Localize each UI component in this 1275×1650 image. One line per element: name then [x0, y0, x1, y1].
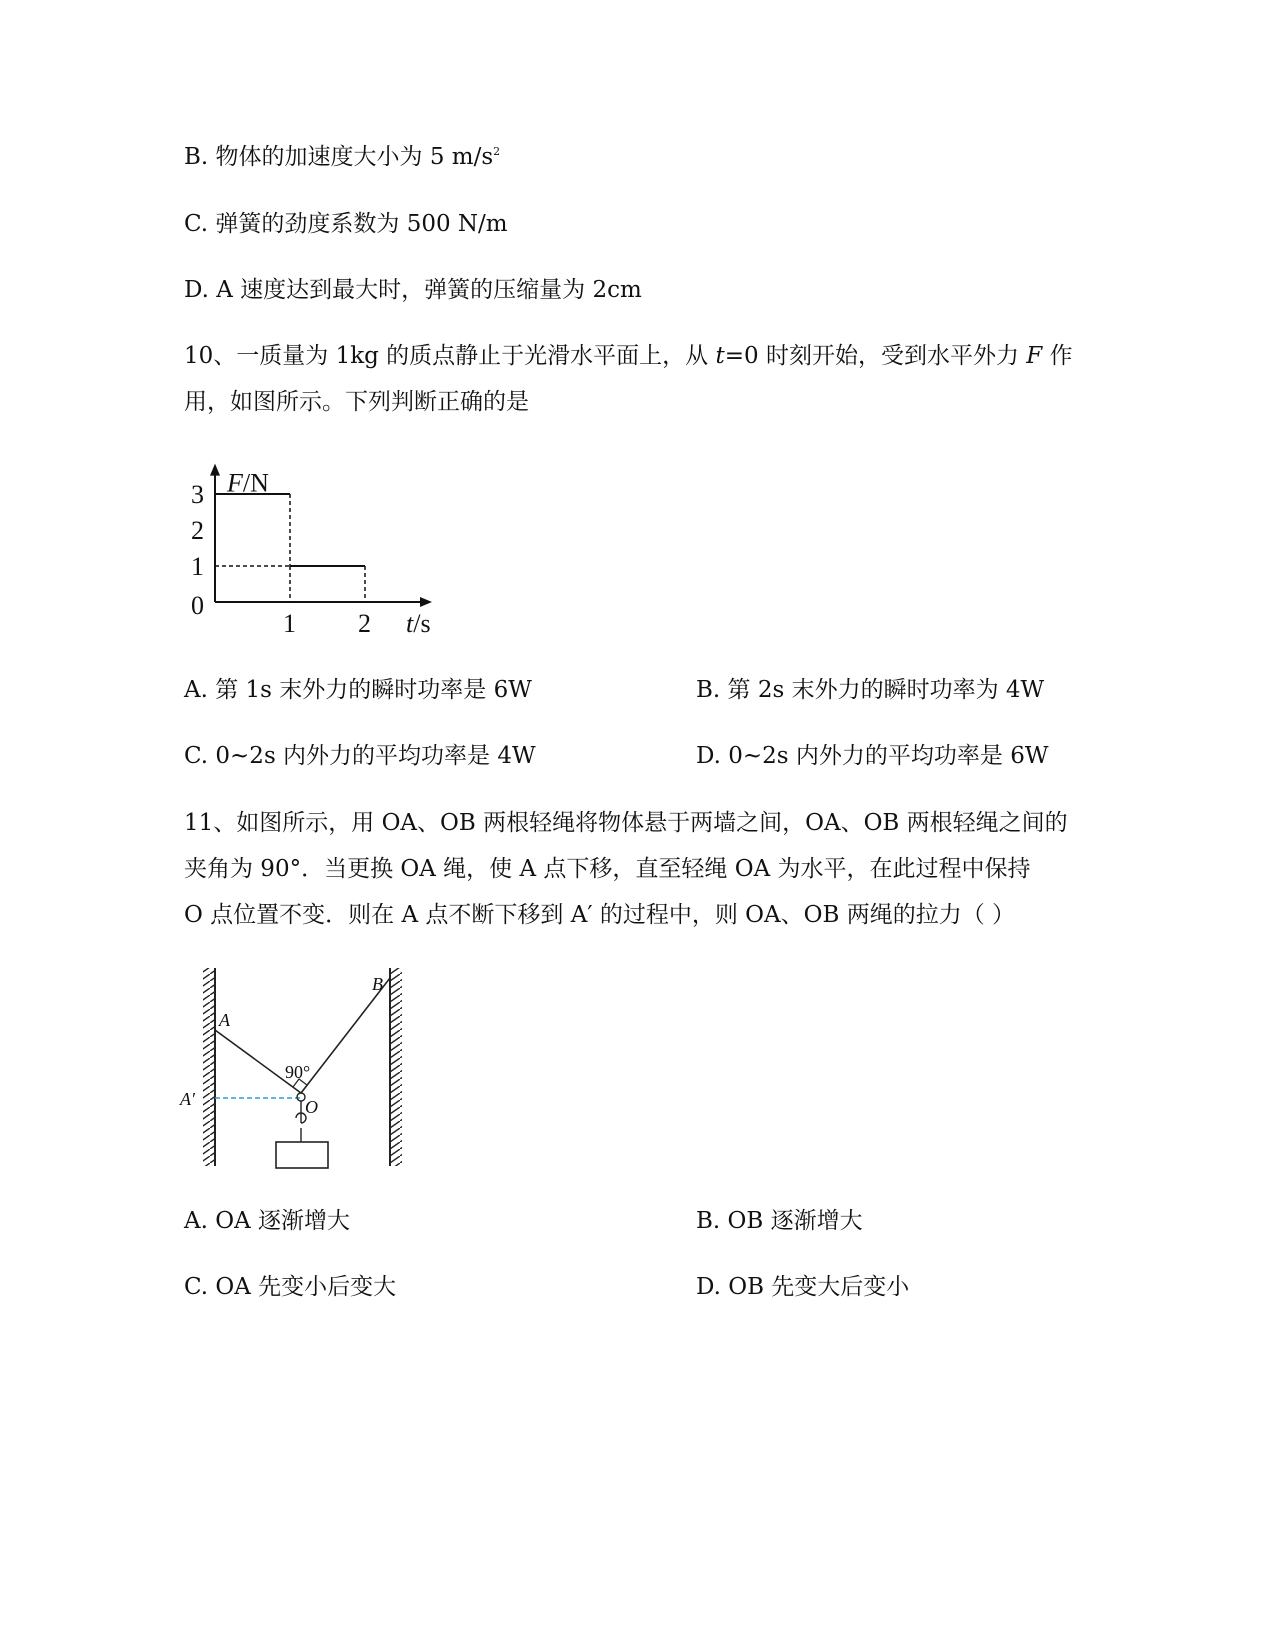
y-tick-label: 1	[191, 552, 204, 581]
q11-option-a: A. OA 逐渐增大	[184, 1208, 351, 1234]
q10-option-d: D. 0~2s 内外力的平均功率是 6W	[696, 743, 1049, 769]
y-tick-label: 3	[191, 480, 204, 509]
origin-label: 0	[191, 591, 204, 620]
q10-option-b: B. 第 2s 末外力的瞬时功率为 4W	[696, 677, 1045, 703]
q11-stem-line1: 11、如图所示，用 OA、OB 两根轻绳将物体悬于两墙之间，OA、OB 两根轻绳之间的	[184, 810, 1068, 836]
label-a: A	[219, 1010, 230, 1030]
q9-option-c: C. 弹簧的劲度系数为 500 N/m	[184, 211, 508, 237]
x-tick-label: 1	[283, 609, 296, 638]
label-a-prime: A′	[180, 1089, 195, 1109]
force-time-chart	[180, 452, 440, 642]
q10-option-c: C. 0~2s 内外力的平均功率是 4W	[184, 743, 536, 769]
rope-wall-diagram	[170, 960, 430, 1180]
x-axis-arrow	[420, 597, 432, 607]
q10-option-a: A. 第 1s 末外力的瞬时功率是 6W	[184, 677, 532, 703]
hanging-box	[276, 1142, 328, 1168]
label-angle: 90°	[285, 1062, 311, 1082]
q11-option-d: D. OB 先变大后变小	[696, 1274, 910, 1300]
q9-option-b: B. 物体的加速度大小为 5 $m/s^2$	[184, 144, 501, 170]
q11-stem-line3: O 点位置不变．则在 A 点不断下移到 A′ 的过程中，则 OA、OB 两绳的拉力（ ）	[184, 902, 1016, 928]
rope-ob	[301, 978, 390, 1093]
y-axis-label: F/N	[227, 468, 269, 498]
q11-option-b: B. OB 逐渐增大	[696, 1208, 863, 1234]
x-tick-label: 2	[358, 609, 371, 638]
ring-o	[297, 1093, 305, 1101]
x-axis-label: t/s	[406, 609, 431, 638]
q10-stem-line1: 10、一质量为 1kg 的质点静止于光滑水平面上，从 t=0 时刻开始，受到水平外力 F 作	[184, 343, 1073, 369]
y-axis-arrow	[210, 464, 220, 476]
label-b: B	[372, 974, 383, 994]
left-wall-hatch	[203, 968, 215, 1166]
label-o: O	[305, 1097, 318, 1117]
q10-stem-line2: 用，如图所示。下列判断正确的是	[184, 389, 529, 415]
q11-option-c: C. OA 先变小后变大	[184, 1274, 397, 1300]
right-wall-hatch	[390, 968, 402, 1166]
q9-option-d: D. A 速度达到最大时，弹簧的压缩量为 2cm	[184, 277, 642, 303]
q11-stem-line2: 夹角为 90°．当更换 OA 绳，使 A 点下移，直至轻绳 OA 为水平，在此过程中保持	[184, 856, 1031, 882]
y-tick-label: 2	[191, 516, 204, 545]
